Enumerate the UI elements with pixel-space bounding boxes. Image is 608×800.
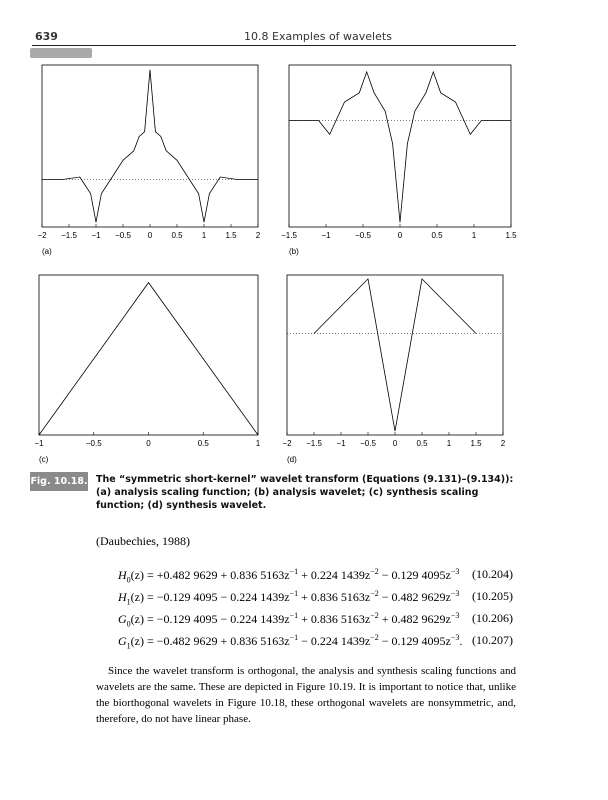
x-tick-label: 1.5 [505,231,517,240]
panel-label: (d) [287,455,297,464]
chart-panel-d [282,275,505,464]
chart-panel-a [37,65,260,256]
panel-label: (c) [39,455,49,464]
x-tick-label: 0.5 [416,439,428,448]
equation-number: (10.206) [472,611,513,625]
plot-frame [289,65,511,227]
x-tick-label: −1.5 [61,231,77,240]
x-tick-label: 1 [201,231,207,240]
figure-tag: Fig. 10.18. [30,472,88,491]
x-tick-label: 2 [255,231,261,240]
x-tick-label: 1 [255,439,261,448]
plot-frame [39,275,258,435]
x-tick-label: −1 [34,439,44,448]
x-tick-label: 0.5 [197,439,209,448]
x-tick-label: −0.5 [115,231,131,240]
plot-frame [42,65,258,227]
equation-number: (10.204) [472,567,513,581]
x-tick-label: 2 [500,439,506,448]
x-tick-label: 0 [146,439,151,448]
x-tick-label: −1.5 [281,231,297,240]
x-tick-label: 0 [397,231,403,240]
series-line [39,283,258,435]
x-tick-label: −0.5 [85,439,102,448]
body-paragraph-text: Since the wavelet transform is orthogonal, the analysis and synthesis scaling functions and wavelets are the same. These are depicted in Figure 10.19. It is important to notice that, unlike the biorthogonal wavelets in Figure 10.18, these orthogonal wavelets are nonsymmetric, and, therefore, do not have linear phase. [96,665,516,725]
equation-number: (10.207) [472,633,513,647]
x-tick-label: −1 [91,231,101,240]
equation-g1: $G_1(z) = -0.482$ 9629 + 0.836 $5163z^{-1} - 0.224$ $1439z^{-2} - 0.129$ $4095z^{-3}$. [118,633,463,651]
panel-label: (a) [42,247,52,256]
x-tick-label: −1 [336,439,346,448]
equation-g0: $G_0(z) = -0.129$ 4095 − 0.224 $1439z^{-1} + 0.836$ $5163z^{-2} + 0.482$ $9629z^{-3}$ [118,611,460,629]
equation-h0: $H_0(z) = +0.482$ 9629 + 0.836 $5163z^{-1} + 0.224$ $1439z^{-2} - 0.129$ $4095z^{-3}$ [118,567,460,585]
x-tick-label: 1 [446,439,452,448]
x-tick-label: −1 [321,231,331,240]
x-tick-label: 1.5 [470,439,482,448]
equation-h1: $H_1(z) = -0.129$ 4095 − 0.224 $1439z^{-1} + 0.836$ $5163z^{-2} - 0.482$ $9629z^{-3}$ [118,589,460,607]
x-tick-label: 0.5 [431,231,443,240]
plot-frame [287,275,503,435]
series-line [42,70,258,222]
chart-panel-c [34,275,260,464]
x-tick-label: −0.5 [360,439,376,448]
series-line [289,72,511,223]
x-tick-label: 1.5 [225,231,237,240]
panel-label: (b) [289,247,299,256]
page-number: 639 [35,30,58,43]
x-tick-label: 0 [392,439,398,448]
x-tick-label: 0.5 [171,231,183,240]
citation: (Daubechies, 1988) [96,534,190,548]
series-line [314,279,476,431]
x-tick-label: −2 [282,439,292,448]
x-tick-label: 0 [147,231,153,240]
x-tick-label: −0.5 [355,231,371,240]
equation-number: (10.205) [472,589,513,603]
x-tick-label: 1 [471,231,477,240]
x-tick-label: −2 [37,231,47,240]
figure-caption: The “symmetric short-kernel” wavelet transform (Equations (9.131)–(9.134)): (a) analysis scaling function; (b) analysis wavelet; (c) synthesis scaling function; (d) synthesis wavelet. [96,474,514,511]
x-tick-label: −1.5 [306,439,322,448]
body-paragraph [96,663,516,727]
chart-panel-b [281,65,517,256]
running-head: 10.8 Examples of wavelets [244,30,392,43]
